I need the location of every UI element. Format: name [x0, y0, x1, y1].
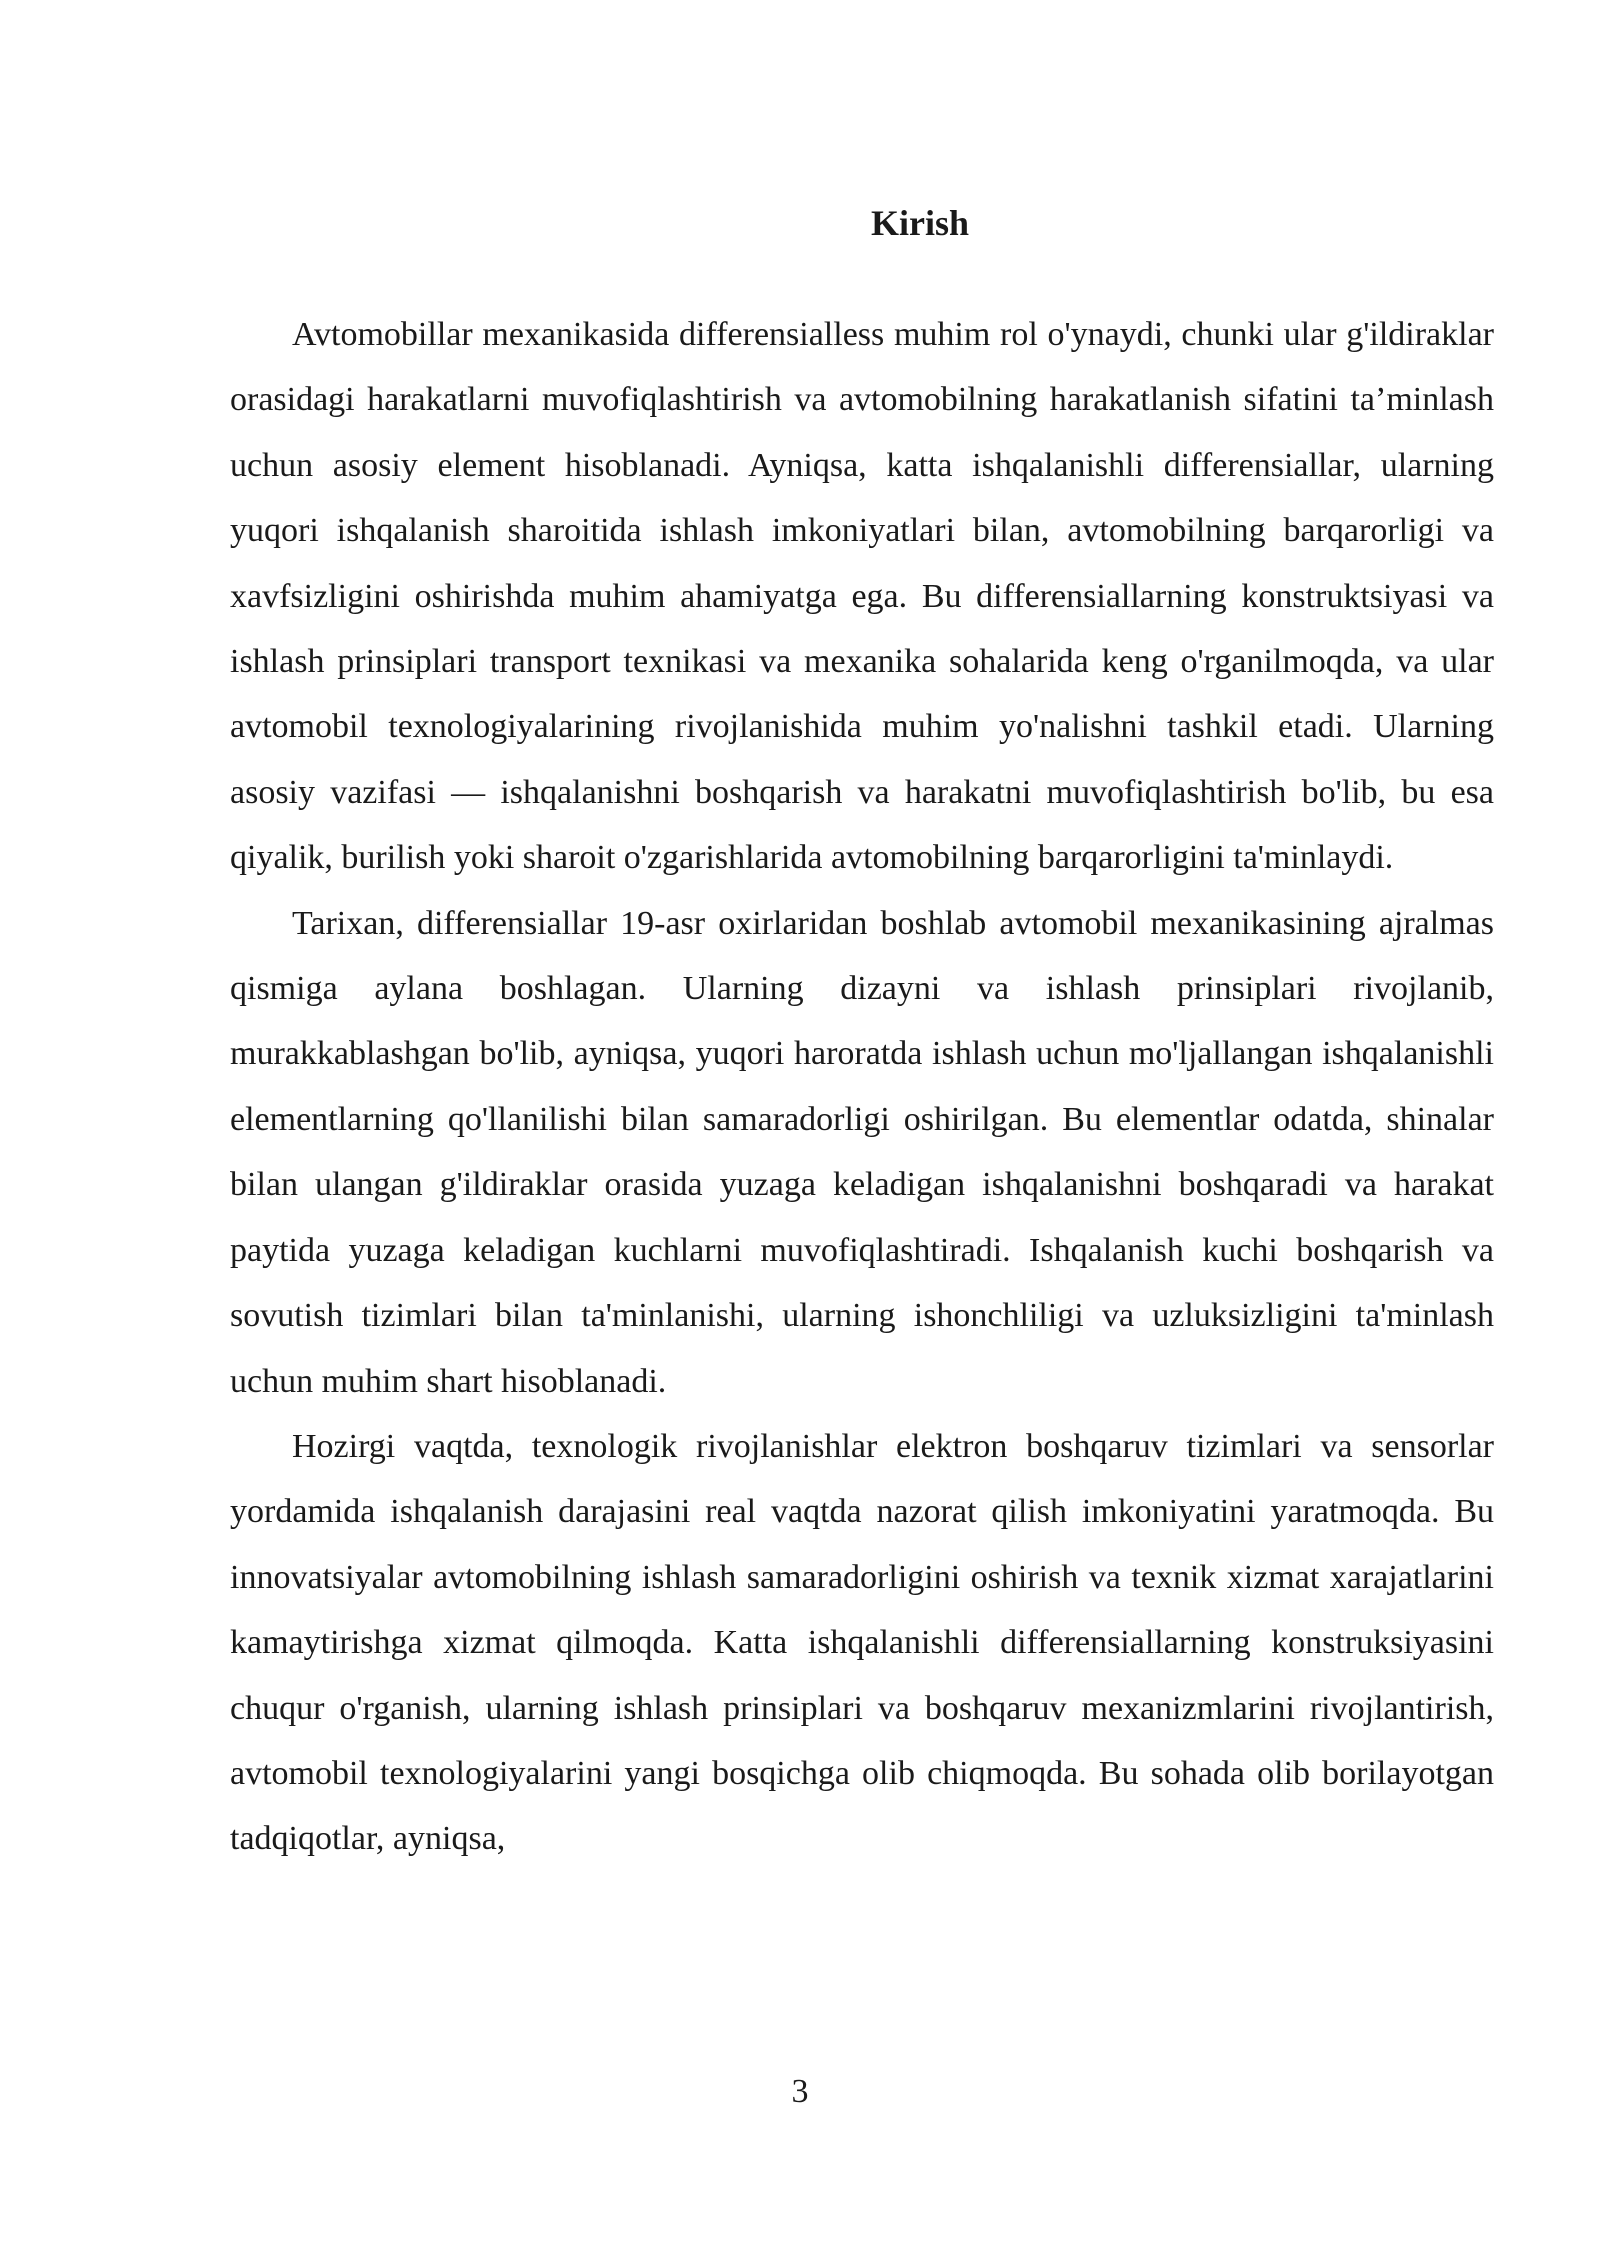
page-title: Kirish [870, 203, 969, 243]
paragraph-1: Avtomobillar mexanikasida differensialless muhim rol o'ynaydi, chunki ular g'ildiraklar orasidagi harakatlarni muvofiqlashtirish va avtomobilning harakatlanish sifatini ta’minlash uchun asosiy element hisoblanadi. Ayniqsa, katta ishqalanishli differensiallar, ularning yuqori ishqalanish sharoitida ishlash imkoniyatlari bilan, avtomobilning barqarorligi va xavfsizligini oshirishda muhim ahamiyatga ega. Bu differensiallarning konstruktsiyasi va ishlash prinsiplari transport texnikasi va mexanika sohalarida keng o'rganilmoqda, va ular avtomobil texnologiyalarining rivojlanishida muhim yo'nalishni tashkil etadi. Ularning asosiy vazifasi — ishqalanishni boshqarish va harakatni muvofiqlashtirish bo'lib, bu esa qiyalik, burilish yoki sharoit o'zgarishlarida avtomobilning barqarorligini ta'minlaydi. [230, 316, 1494, 877]
document-page [230, 190, 1494, 2140]
paragraph-3: Hozirgi vaqtda, texnologik rivojlanishlar elektron boshqaruv tizimlari va sensorlar yordamida ishqalanish darajasini real vaqtda nazorat qilish imkoniyatini yaratmoqda. Bu innovatsiyalar avtomobilning ishlash samaradorligini oshirish va texnik xizmat xarajatlarini kamaytirishga xizmat qilmoqda. Katta ishqalanishli differensiallarning konstruksiyasini chuqur o'rganish, ularning ishlash prinsiplari va boshqaruv mexanizmlarini rivojlantirish, avtomobil texnologiyalarini yangi bosqichga olib chiqmoqda. Bu sohada olib borilayotgan tadqiqotlar, ayniqsa, [230, 1427, 1494, 1858]
paragraph-2: Tarixan, differensiallar 19-asr oxirlaridan boshlab avtomobil mexanikasining ajralmas qismiga aylana boshlagan. Ularning dizayni va ishlash prinsiplari rivojlanib, murakkablashgan bo'lib, ayniqsa, yuqori haroratda ishlash uchun mo'ljallangan ishqalanishli elementlarning qo'llanilishi bilan samaradorligi oshirilgan. Bu elementlar odatda, shinalar bilan ulangan g'ildiraklar orasida yuzaga keladigan ishqalanishni boshqaradi va harakat paytida yuzaga keladigan kuchlarni muvofiqlashtiradi. Ishqalanish kuchi boshqarish va sovutish tizimlari bilan ta'minlanishi, ularning ishonchliligi va uzluksizligini ta'minlash uchun muhim shart hisoblanadi. [230, 904, 1494, 1400]
page-number: 3 [791, 2073, 809, 2110]
